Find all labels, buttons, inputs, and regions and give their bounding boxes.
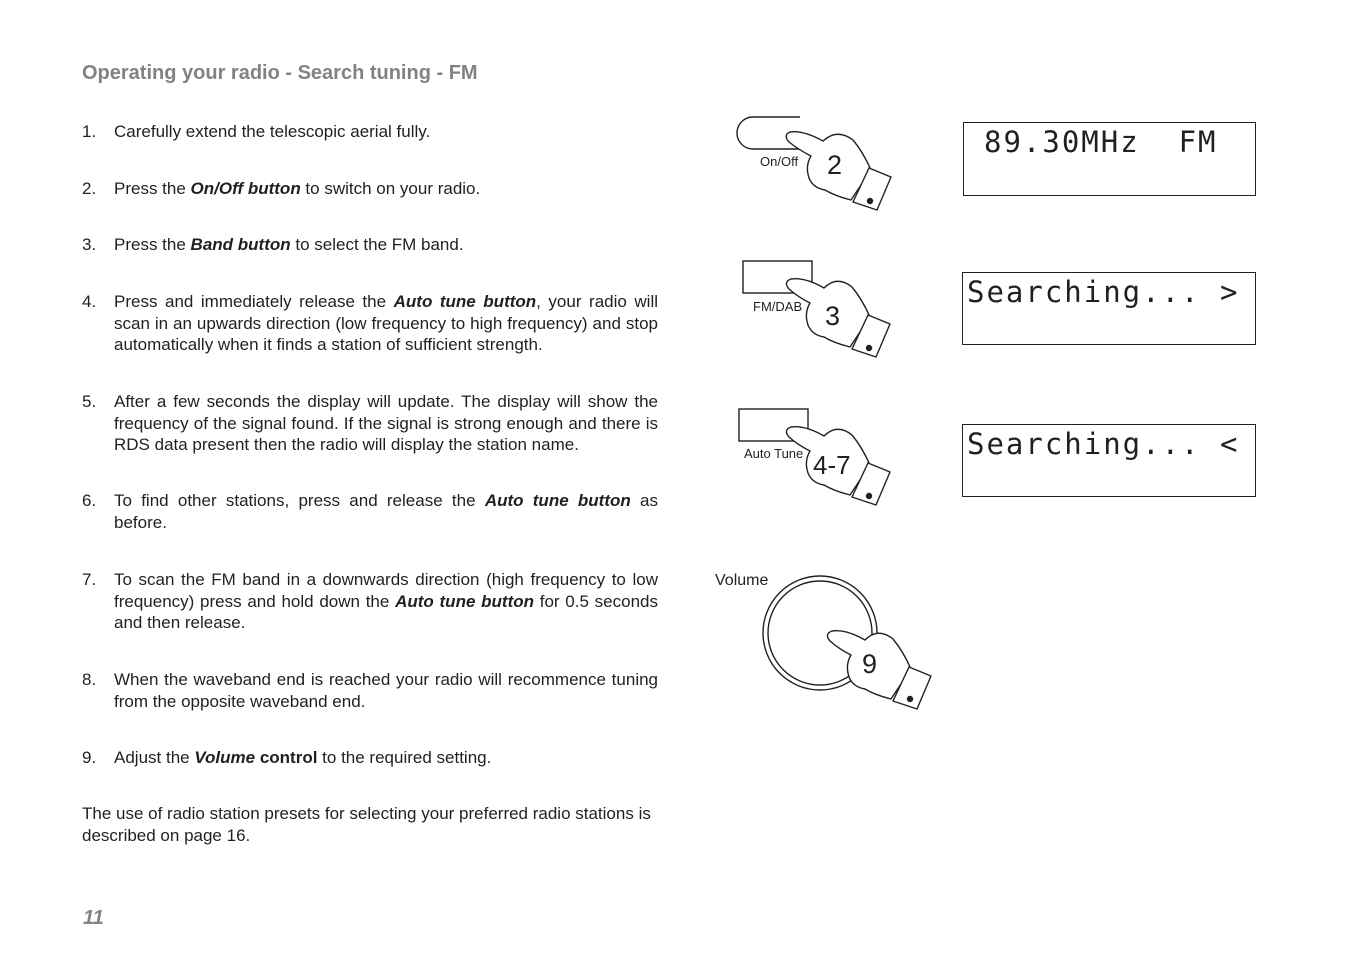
step-number: 4. [82,292,97,311]
step-text-run: After a few seconds the display will update. The display will show the frequency of the signal found. If the signal is strong enough and there is RDS data present then the radio will display the station name. [114,392,658,454]
lcd-display-text: Searching... > [967,275,1240,309]
step-3 [82,234,658,256]
step-text-run: control [255,748,318,767]
step-9 [82,747,658,769]
step-number: 6. [82,491,97,510]
step-text-run: To find other stations, press and release the [114,491,485,510]
step-text-run: Adjust the [114,748,195,767]
autotune-illustration [725,403,905,515]
step-text-run: Auto tune button [393,292,537,311]
step-text [114,747,658,769]
step-number: 5. [82,392,97,411]
step-text-run: Press and immediately release the [114,292,394,311]
presets-note: The use of radio station presets for selecting your preferred radio stations is described on page 16. [82,804,651,845]
lcd-display-searching-up [962,272,1256,345]
step-text-run: Volume [194,748,256,767]
step-2 [82,178,658,200]
band-step-number: 3 [825,301,841,331]
page-title: Operating your radio - Search tuning - FM [82,62,478,84]
step-text [114,569,658,634]
onoff-step-number: 2 [827,150,843,180]
lcd-display-searching-down [962,424,1256,497]
volume-illustration [705,565,935,715]
band-illustration [725,255,905,365]
step-text-run: Carefully extend the telescopic aerial fully. [114,122,431,141]
step-text [114,121,658,143]
page-number: 11 [83,907,104,929]
step-text-run: On/Off button [190,179,301,198]
lcd-display-frequency [963,122,1256,196]
step-text-run: for 0.5 seconds and then release. [114,591,658,632]
step-text-run: To scan the FM band in a downwards direction (high frequency to low frequency) press and hold down the [114,570,658,611]
step-1 [82,121,658,143]
step-number: 7. [82,570,97,589]
step-text [114,490,658,533]
band-label: FM/DAB [753,299,803,314]
step-7 [82,569,658,634]
step-6 [82,490,658,533]
step-text-run: as before. [114,491,658,532]
step-4 [82,291,658,356]
step-number: 3. [82,235,97,254]
onoff-illustration [725,110,905,215]
step-text [114,234,658,256]
lcd-display-text: Searching... < [967,427,1240,461]
step-number: 9. [82,748,97,767]
step-text-run: to the required setting. [317,748,492,767]
volume-step-number: 9 [862,649,878,679]
step-text-run: to switch on your radio. [300,179,481,198]
step-text [114,178,658,200]
autotune-step-number: 4-7 [813,450,851,480]
step-text-run: Band button [190,235,291,254]
step-text-run: Press the [114,235,191,254]
step-text-run: Press the [114,179,191,198]
step-8 [82,669,658,712]
pointing-hand-icon [827,631,931,709]
step-number: 1. [82,122,97,141]
autotune-label: Auto Tune [744,446,804,461]
step-number: 2. [82,179,97,198]
step-text-run: When the waveband end is reached your radio will recommence tuning from the opposite waveband end. [114,670,658,711]
step-text [114,291,658,356]
step-number: 8. [82,670,97,689]
volume-label: Volume [715,572,769,589]
step-text-run: , your radio will scan in an upwards direction (low frequency to high frequency) and stop automatically when it finds a station of sufficient strength. [114,292,659,354]
step-text-run: to select the FM band. [290,235,464,254]
step-5 [82,391,658,456]
onoff-label: On/Off [760,154,799,169]
step-text-run: Auto tune button [395,591,534,611]
step-text [114,391,658,456]
lcd-display-text: 89.30MHz FM [984,125,1218,159]
step-text [114,669,658,712]
step-text-run: Auto tune button [484,491,631,510]
